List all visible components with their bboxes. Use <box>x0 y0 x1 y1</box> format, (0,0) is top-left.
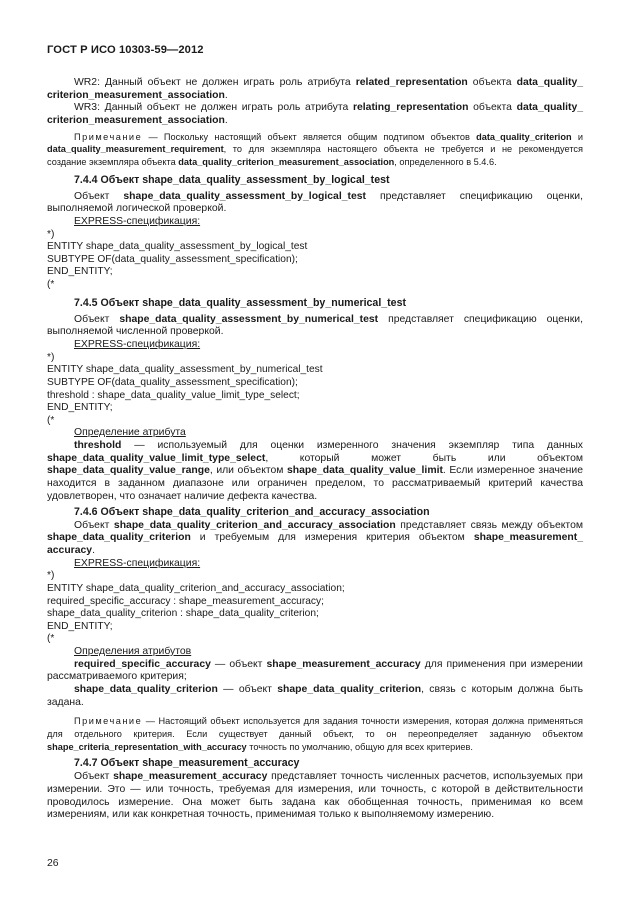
code-line: *) <box>47 570 55 582</box>
code-line: ENTITY shape_data_quality_assessment_by_logical_test <box>47 241 308 253</box>
attribute-required-accuracy-def: required_specific_accuracy — объект shape_measurement_accuracy для применения при измерении рассматриваемого критерия; <box>47 658 583 683</box>
attributes-definition-title: Определения атрибутов <box>74 645 192 657</box>
code-line: *) <box>47 228 55 240</box>
section-heading-747: 7.4.7 Объект shape_measurement_accuracy <box>74 757 300 770</box>
code-line: SUBTYPE OF(data_quality_assessment_specification); <box>47 253 298 265</box>
code-line: shape_data_quality_criterion : shape_data_quality_criterion; <box>47 608 319 620</box>
rule-wr3: WR3: Данный объект не должен играть роль атрибута relating_representation объекта data_quality_ criterion_measurement_association. <box>47 102 584 127</box>
code-block-746 <box>47 570 583 646</box>
code-line: END_ENTITY; <box>47 620 113 632</box>
code-line: required_specific_accuracy : shape_measurement_accuracy; <box>47 595 324 607</box>
section-746-text: Объект shape_data_quality_criterion_and_accuracy_association представляет связь между объектом shape_data_quality_criterion и требуемым для измерения критерия объектом shape_measurement_ accuracy. <box>47 519 583 556</box>
note-1: Примечание — Поскольку настоящий объект является общим подтипом объектов data_quality_criterion и data_quality_measurement_requirement, то для экземпляра настоящего объекта не требуется и не рекомендуется создание экземпляра объекта data_quality_criterion_measurement_association, определенного в 5.4.6. <box>47 131 584 167</box>
code-line: END_ENTITY; <box>47 266 113 278</box>
attribute-definition-title: Определение атрибута <box>74 427 186 439</box>
code-line: ENTITY shape_data_quality_criterion_and_accuracy_association; <box>47 582 345 594</box>
express-label-744: EXPRESS-спецификация: <box>74 216 201 227</box>
code-line: (* <box>47 633 55 645</box>
code-line: threshold : shape_data_quality_value_limit_type_select; <box>47 389 300 401</box>
document-page <box>47 44 583 822</box>
section-heading-745: 7.4.5 Объект shape_data_quality_assessment_by_numerical_test <box>74 296 406 309</box>
section-747-text: Объект shape_measurement_accuracy представляет точность численных расчетов, используемых при измерении. Это — или точность, требуемая для измерения, или точность, с которой в действительности проводилось измерение. Она может быть задана как обобщенная точность, применимая ко всем измерениям, или как конкретная точность, применимая только к выполняемому измерению. <box>47 771 583 821</box>
code-line: *) <box>47 351 55 363</box>
section-745-text: Объект shape_data_quality_assessment_by_numerical_test представляет спецификацию оценки, выполняемой численной проверкой. <box>47 313 583 338</box>
document-header: ГОСТ Р ИСО 10303-59—2012 <box>47 44 204 56</box>
code-line: SUBTYPE OF(data_quality_assessment_specification); <box>47 376 298 388</box>
attribute-threshold-def: threshold — используемый для оценки измеренного значения экземпляр типа данных shape_data_quality_value_limit_type_select, который может быть или объектом shape_data_quality_value_range, или объектом shape_data_quality_value_limit. Если измеренное значение находится в заданном диапазоне или ограничен пределом, то рассматриваемый критерий качества удовлетворен, что означает наличие дефекта качества. <box>47 440 583 502</box>
code-block-744 <box>47 229 583 292</box>
section-heading-744: 7.4.4 Объект shape_data_quality_assessment_by_logical_test <box>74 173 390 186</box>
attribute-criterion-def: shape_data_quality_criterion — объект shape_data_quality_criterion, связь с которым должна быть задана. <box>47 684 583 708</box>
code-line: (* <box>47 279 55 291</box>
code-line: (* <box>47 414 55 426</box>
code-line: END_ENTITY; <box>47 402 113 414</box>
express-label-746: EXPRESS-спецификация: <box>74 557 201 569</box>
note-2: Примечание — Настоящий объект используется для задания точности измерения, которая должна применяться для отдельного критерия. Если существует данный объект, то он переопределяет заданную объектом shape_criteria_representation_with_accuracy точность по умолчанию, общую для всех критериев. <box>47 716 583 752</box>
rule-wr2: WR2: Данный объект не должен играть роль атрибута related_representation объекта data_quality_ criterion_measurement_association. <box>47 77 584 101</box>
express-label-745: EXPRESS-спецификация: <box>74 339 201 351</box>
page-number: 26 <box>47 858 59 869</box>
section-heading-746: 7.4.6 Объект shape_data_quality_criterion_and_accuracy_association <box>74 505 430 518</box>
section-744-text: Объект shape_data_quality_assessment_by_logical_test представляет спецификацию оценки, выполняемой логической проверкой. <box>47 190 583 215</box>
code-line: ENTITY shape_data_quality_assessment_by_numerical_test <box>47 364 323 376</box>
code-block-745 <box>47 352 583 428</box>
